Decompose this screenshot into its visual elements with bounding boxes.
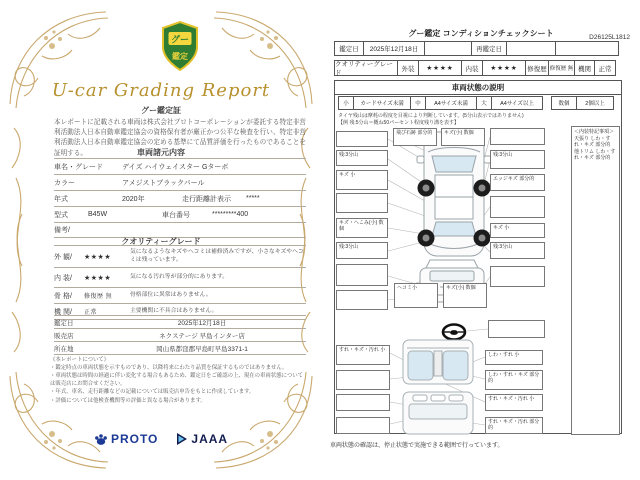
- date-label: 鑑定日: [334, 41, 364, 56]
- empty-cell: [555, 41, 619, 56]
- jaaa-logo: [176, 432, 228, 446]
- exterior-callout-box: [490, 128, 545, 145]
- certificate-intro-text: 本レポートに記載される車両は株式会社プロトコーポレーションが委託する特定非営利活動法人日本自動車鑑定協会の資格保有者が厳正かつ公平な検査を行い、特定非営利活動法人日本自動車鑑定協会の定める基準にて品質評価を行ったものであることを証明する。: [54, 119, 306, 157]
- legend-count-label: 数個: [551, 96, 577, 110]
- star-rating: ★★★★: [84, 274, 112, 282]
- interior-stars: ★★★★: [482, 60, 526, 76]
- spec-label: 走行距離計表示: [182, 195, 231, 203]
- report-page: [8, 8, 314, 472]
- empty-cell: [424, 41, 472, 56]
- exterior-callout-box: エッジキズ 部分的: [490, 174, 545, 191]
- grade-value: 修復歴 無: [84, 294, 113, 300]
- legend-medium-value: A4サイズ未満: [425, 96, 477, 110]
- table-row: [54, 206, 306, 222]
- report-notes: [50, 356, 308, 405]
- document-number: D26125L1812: [589, 34, 630, 41]
- table-row: [54, 341, 306, 354]
- interior-callout-box: すれ・キズ・汚れ 小: [336, 345, 390, 365]
- spec-label: 型式: [54, 211, 68, 219]
- vehicle-condition-section: [334, 80, 622, 434]
- proto-logo-text: PROTO: [110, 432, 159, 446]
- note-line: ・年式、車名、走行距離などの記載については販売店申告をもとに作成しています。: [50, 389, 255, 396]
- car-interior-diagram: [401, 338, 475, 436]
- grade-row-label: クオリティーグレード: [334, 60, 398, 76]
- grade-desc: 主要機関に不具合はありません。: [130, 307, 218, 314]
- footer-label: 鑑定日: [54, 319, 74, 327]
- table-row: [54, 328, 306, 341]
- exterior-callout-box: 残:3分山: [490, 150, 545, 169]
- note-line: ・鑑定時点の車両状態を示すものであり、以降将来にわたり品質を保証するものではありません。: [50, 365, 288, 372]
- table-row: [54, 267, 306, 287]
- quality-grade-row: [334, 60, 616, 76]
- grade-label: 内 装/: [54, 274, 72, 282]
- inspection-date-row: [334, 41, 619, 56]
- spec-label: 車台番号: [162, 211, 190, 219]
- exterior-callout-box: [336, 193, 388, 213]
- redate-value: [506, 41, 556, 56]
- jaaa-logo-text: JAAA: [191, 432, 229, 446]
- exterior-callout-box: 飛び石跡 部分的: [393, 128, 437, 146]
- exterior-callout-box: キズ 小: [490, 223, 545, 238]
- proto-logo: [94, 432, 158, 446]
- spec-label: 年式: [54, 195, 68, 203]
- exterior-stars: ★★★★: [418, 60, 462, 76]
- spec-value: *****: [246, 195, 260, 202]
- exterior-callout-box: 残:3分山: [336, 150, 388, 166]
- spec-label: 車名・グレード: [54, 163, 103, 171]
- spec-value: 2020年: [122, 195, 145, 203]
- vehicle-spec-table: [54, 158, 306, 238]
- table-row: [54, 245, 306, 267]
- legend-medium-label: 中: [410, 96, 426, 110]
- grade-value: 正常: [84, 310, 98, 316]
- table-row: [54, 222, 306, 237]
- exterior-callout-box: [336, 290, 388, 310]
- spec-value: *********400: [212, 211, 249, 218]
- exterior-callout-box: キズ 小: [336, 170, 388, 190]
- notes-title: 《本レポートについて》: [50, 357, 110, 363]
- spec-value: アメジストブラックパール: [122, 179, 205, 187]
- table-row: [54, 190, 306, 206]
- certificate-label: グー鑑定証: [141, 106, 181, 115]
- interior-callout-box: しわ・すれ・キズ 部分的: [485, 370, 543, 390]
- proto-paw-icon: [94, 432, 108, 446]
- quality-grade-table: [54, 245, 306, 320]
- condition-section-title: 車両状態の説明: [335, 81, 621, 95]
- exterior-callout-box: [490, 196, 545, 218]
- exterior-callout-box: キズ(小) 数個: [441, 128, 485, 146]
- note-line: ・車両状態は時間の経過に伴い変化する場合もあるため、鑑定日をご確認の上、現在の車両状態については販売店にお問合せください。: [50, 373, 304, 388]
- exterior-callout-box: キズ・へこみ(小) 数個: [336, 218, 388, 238]
- sheet-bottom-note: 車両状態の確認は、停止状態で実施できる範囲で行っています。: [330, 443, 504, 449]
- engine-value: 正常: [594, 60, 616, 76]
- grade-desc: 気になる汚れ等が部分的にあります。: [130, 273, 229, 280]
- interior-callout-box: [336, 394, 390, 411]
- condition-sheet-page: [330, 24, 632, 470]
- legend-small-label: 小: [338, 96, 354, 110]
- date-value: 2025年12月18日: [363, 41, 425, 56]
- interior-callout-box: [336, 370, 390, 390]
- redate-label: 再鑑定日: [471, 41, 507, 56]
- repair-label: 修復歴: [525, 60, 549, 76]
- table-row: [54, 315, 306, 328]
- exterior-callout-box: 残:3分山: [336, 242, 388, 259]
- spec-value: デイズ ハイウェイスター Gターボ: [122, 163, 229, 171]
- exterior-callout-box: [490, 266, 545, 287]
- repair-value: 修復歴 無: [548, 60, 575, 76]
- tire-note-line: 【例 残:5分山＝概ね50パーセント程度残り溝を表す】: [338, 119, 460, 126]
- report-title: U-car Grading Report: [51, 80, 271, 101]
- interior-callout-box: しわ・すれ 小: [485, 350, 543, 365]
- grade-desc: 気になるようなキズやヘコミは補修済みですが、小さなキズやヘコミは残っています。: [130, 248, 304, 263]
- goo-kantei-badge-icon: [158, 20, 202, 74]
- footer-value: ネクステージ 早島インター店: [159, 332, 245, 340]
- star-rating: ★★★★: [84, 253, 112, 261]
- report-footer-table: [54, 315, 306, 355]
- spec-label: カラー: [54, 179, 75, 187]
- note-line: ・評価については他検査機関等の評価と異なる場合があります。: [50, 397, 206, 404]
- legend-large-value: A4サイズ以上: [491, 96, 543, 110]
- grade-label: 外 観/: [54, 253, 72, 261]
- grade-section-title: クオリティーグレード: [121, 237, 201, 246]
- exterior-callout-box: [336, 264, 388, 286]
- interior-note-line: 他トリム しわ・すれ・キズ 部分的: [574, 148, 616, 161]
- interior-callout-box: すれ・キズ・汚れ 小: [485, 394, 543, 411]
- interior-callout-box: [488, 320, 545, 338]
- exterior-callout-box: ヘコミ小: [394, 283, 438, 308]
- footer-label: 所在地: [54, 345, 74, 353]
- interior-notes-title: ＜内装特記事項＞: [574, 129, 615, 135]
- badge-text-bottom: 鑑定: [172, 52, 188, 61]
- spec-value: B45W: [88, 211, 108, 218]
- spec-label: 備考/: [54, 227, 70, 234]
- footer-value: 2025年12月18日: [177, 319, 227, 327]
- grade-label: 機 関/: [54, 308, 72, 316]
- grade-desc: 骨格部位に異常はありません。: [130, 291, 212, 298]
- footer-label: 販売店: [54, 332, 74, 340]
- exterior-callout-box: キズ(小) 数個: [443, 283, 487, 308]
- interior-callout-box: すれ・キズ・汚れ 部分的: [485, 417, 543, 434]
- table-row: [54, 287, 306, 303]
- legend-small-value: カードサイズ未満: [353, 96, 411, 110]
- spec-section-title: 車両諸元内容: [137, 148, 185, 157]
- jaaa-flag-icon: [176, 432, 188, 446]
- sheet-title: グー鑑定 コンディションチェックシート: [408, 29, 554, 38]
- interior-label: 内装: [461, 60, 483, 76]
- exterior-label: 外装: [397, 60, 419, 76]
- legend-count-value: 2個以上: [576, 96, 614, 110]
- footer-value: 岡山県都窪郡早島町早島3371-1: [156, 345, 248, 353]
- grade-label: 骨 格/: [54, 292, 72, 300]
- badge-text-top: グー: [170, 34, 190, 45]
- exterior-callout-box: [336, 131, 388, 147]
- table-row: [54, 174, 306, 190]
- interior-note-line: 天張り しわ・すれ・キズ 部分的: [574, 135, 611, 148]
- interior-notes-box: [571, 126, 620, 435]
- engine-label: 機関: [574, 60, 595, 76]
- logo-row: [8, 432, 314, 446]
- tire-note-line: タイヤ残山は摩耗の程度を目視により判断しています。(5分山表示ではありません): [338, 113, 524, 119]
- exterior-callout-box: 残:3分山: [490, 242, 545, 259]
- interior-callout-box: [336, 417, 390, 434]
- legend-large-label: 大: [476, 96, 492, 110]
- table-row: [54, 158, 306, 174]
